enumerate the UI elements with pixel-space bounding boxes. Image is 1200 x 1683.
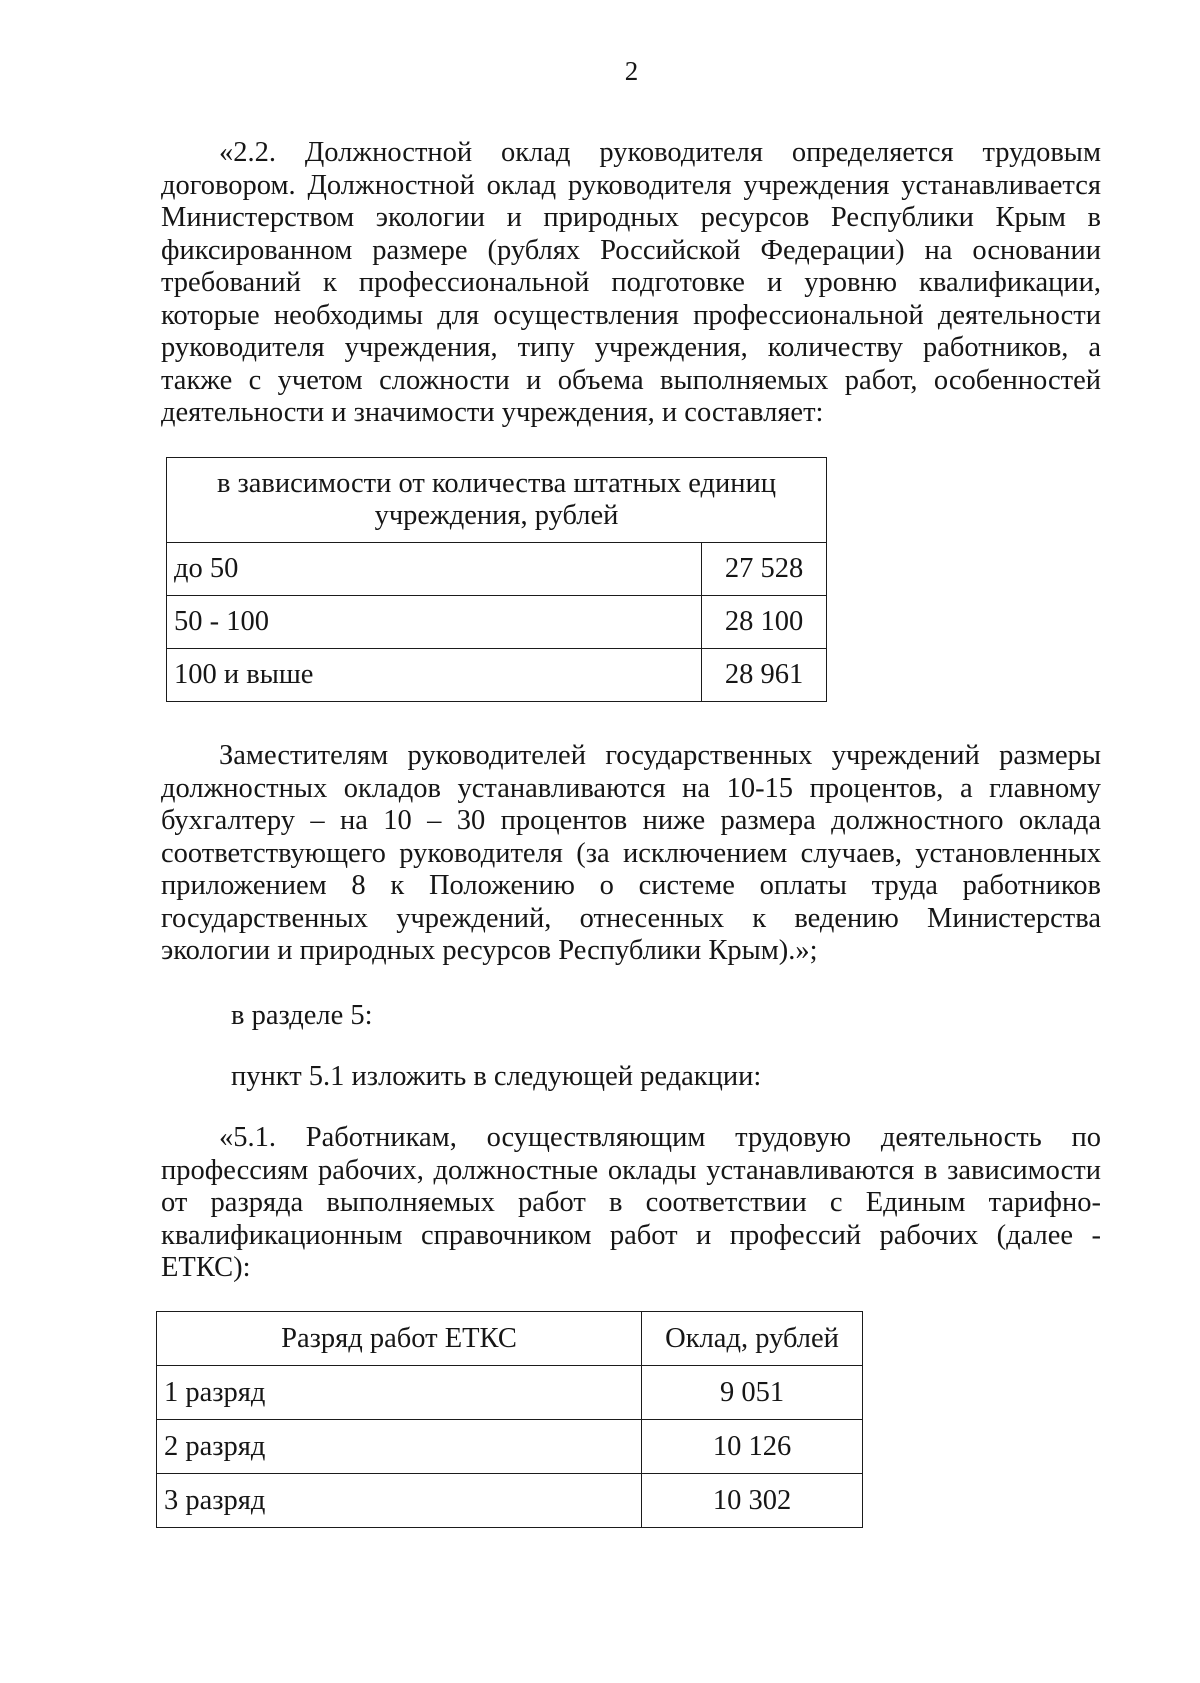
table-header-row xyxy=(157,1312,863,1366)
salary-value-cell: 27 528 xyxy=(702,543,827,596)
table-header-row xyxy=(167,458,827,543)
table-row xyxy=(157,1474,863,1528)
staff-range-cell: 100 и выше xyxy=(167,649,702,702)
etks-salary-table xyxy=(156,1311,863,1528)
staff-range-cell: 50 - 100 xyxy=(167,596,702,649)
salary-by-staff-table xyxy=(166,457,827,702)
salary-cell: 10 126 xyxy=(642,1420,863,1474)
salary-column-header: Оклад, рублей xyxy=(642,1312,863,1366)
grade-cell: 2 разряд xyxy=(157,1420,642,1474)
table-row xyxy=(157,1420,863,1474)
paragraph-deputies: Заместителям руководителей государственных учреждений размеры должностных окладов устанавливаются на 10-15 процентов, а главному бухгалтеру – на 10 – 30 процентов ниже размера должностного оклада соответствующего руководителя (за исключением случаев, установленных приложением 8 к Положению о системе оплаты труда работников государственных учреждений, отнесенных к ведению Министерства экологии и природных ресурсов Республики Крым).»; xyxy=(161,740,1101,966)
salary-table-header: в зависимости от количества штатных единиц учреждения, рублей xyxy=(167,458,827,543)
grade-cell: 1 разряд xyxy=(157,1366,642,1420)
table-row xyxy=(167,596,827,649)
staff-range-cell: до 50 xyxy=(167,543,702,596)
salary-cell: 10 302 xyxy=(642,1474,863,1528)
salary-value-cell: 28 100 xyxy=(702,596,827,649)
salary-cell: 9 051 xyxy=(642,1366,863,1420)
paragraph-2-2: «2.2. Должностной оклад руководителя определяется трудовым договором. Должностной оклад руководителя учреждения устанавливается Министерством экологии и природных ресурсов Республики Крым в фиксированном размере (рублях Российской Федерации) на основании требований к профессиональной подготовке и уровню квалификации, которые необходимы для осуществления профессиональной деятельности руководителя учреждения, типу учреждения, количеству работников, а также с учетом сложности и объема выполняемых работ, особенностей деятельности и значимости учреждения, и составляет: xyxy=(161,137,1101,428)
section-5-line: в разделе 5: xyxy=(231,1000,373,1031)
salary-value-cell: 28 961 xyxy=(702,649,827,702)
page-number: 2 xyxy=(624,56,639,86)
table-row xyxy=(167,649,827,702)
point-5-1-line: пункт 5.1 изложить в следующей редакции: xyxy=(231,1061,762,1092)
table-row xyxy=(157,1366,863,1420)
grade-cell: 3 разряд xyxy=(157,1474,642,1528)
table-row xyxy=(167,543,827,596)
grade-column-header: Разряд работ ЕТКС xyxy=(157,1312,642,1366)
paragraph-5-1: «5.1. Работникам, осуществляющим трудовую деятельность по профессиям рабочих, должностные оклады устанавливаются в зависимости от разряда выполняемых работ в соответствии с Единым тарифно-квалификационным справочником работ и профессий рабочих (далее - ЕТКС): xyxy=(161,1122,1101,1283)
